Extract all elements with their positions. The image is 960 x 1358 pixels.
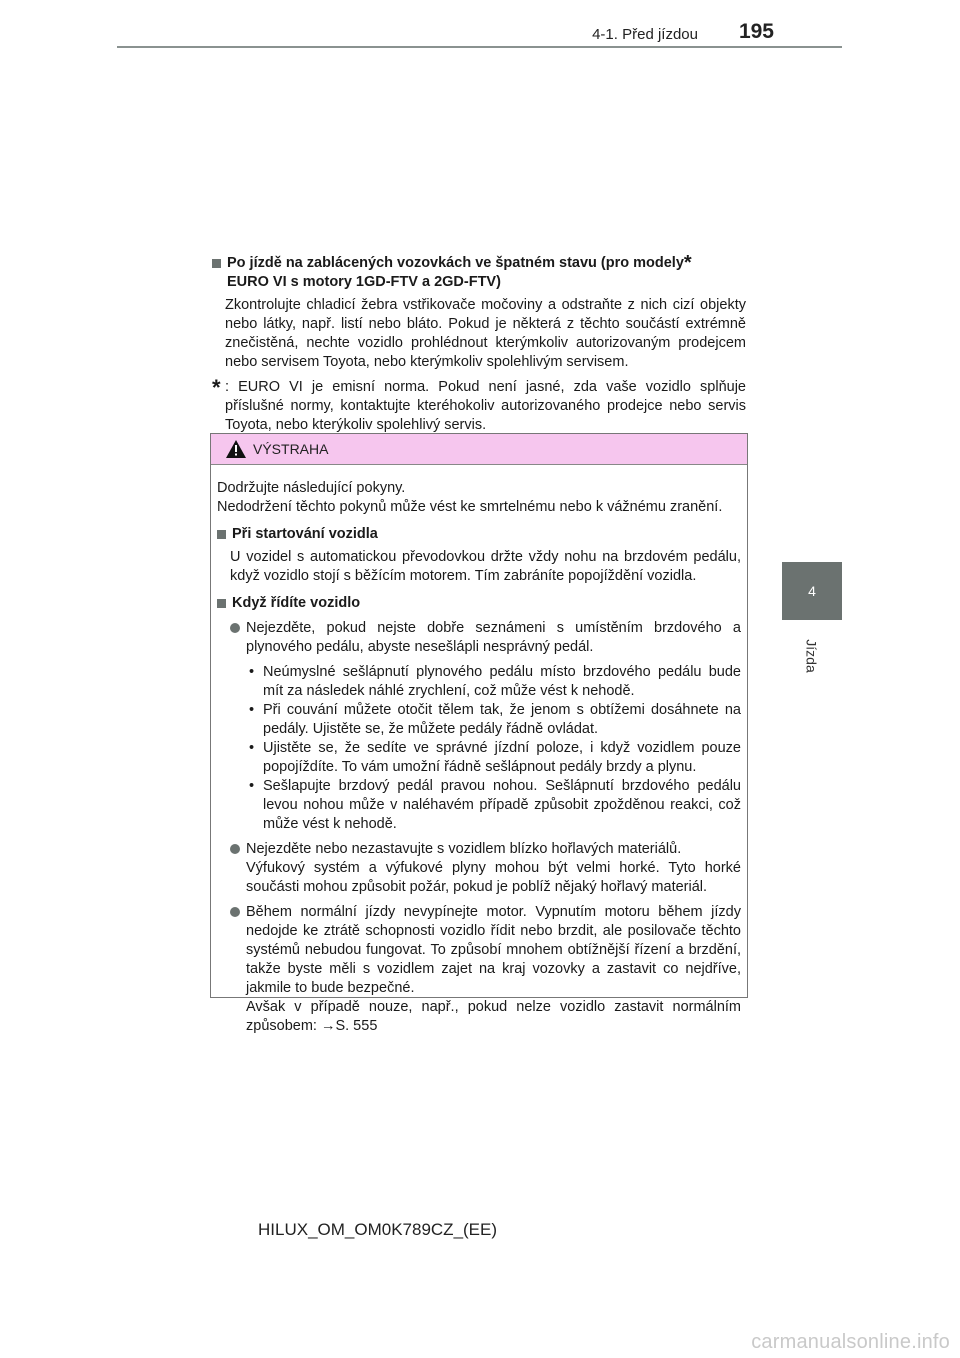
section-heading-driving (217, 594, 741, 613)
warning-title: VÝSTRAHA (253, 441, 329, 457)
page-number: 195 (738, 20, 774, 43)
footnote-star-marker: * (683, 252, 692, 274)
bullet-item (249, 663, 741, 701)
circle-bullet-icon (230, 907, 240, 917)
chapter-tab (782, 562, 842, 620)
list-item-text: Nejezděte, pokud nejste dobře seznámeni s umístěním brzdového a plynového pedálu, abyste nesešlápli nesprávný pedál. (246, 620, 741, 655)
warning-intro-line2: Nedodržení těchto pokynů může vést ke smrtelnému nebo k vážnému zranění. (217, 499, 723, 515)
document-code: HILUX_OM_OM0K789CZ_(EE) (258, 1220, 498, 1239)
chapter-label (782, 626, 842, 686)
bullet-item (249, 739, 741, 777)
section-heading-starting-text: Při startování vozidla (232, 526, 378, 542)
header-divider (117, 46, 842, 48)
warning-body (211, 465, 747, 1036)
footnote-star: * (212, 375, 221, 400)
bullet-item (249, 777, 741, 834)
bullet-item-text: Při couvání můžete otočit tělem tak, že jenom s obtížemi dosáhnete na pedály. Ujistěte se, že můžete pedály řádně ovládat. (263, 702, 741, 737)
intro-heading-text: Po jízdě na zablácených vozovkách ve špatném stavu (pro modely (227, 255, 684, 271)
watermark: carmanualsonline.info (751, 1331, 950, 1353)
intro-heading (212, 254, 746, 292)
list-item (217, 619, 741, 657)
bullet-list (249, 663, 741, 834)
circle-bullet-icon (230, 623, 240, 633)
bullet-item-text: Neúmyslné sešlápnutí plynového pedálu místo brzdového pedálu bude mít za následek náhlé zrychlení, což může vést k nehodě. (263, 664, 741, 699)
section-starting-text: U vozidel s automatickou převodovkou držte vždy nohu na brzdovém pedálu, když vozidlo stojí s běžícím motorem. Tím zabráníte popojíždění vozidla. (230, 549, 741, 584)
square-bullet-icon (212, 259, 221, 268)
list-item-text: Nejezděte nebo nezastavujte s vozidlem blízko hořlavých materiálů. (246, 841, 682, 857)
chapter-label-text: Jízda (804, 639, 820, 673)
bullet-item (249, 701, 741, 739)
bullet-mark: • (249, 664, 255, 680)
list-item-text: Avšak v případě nouze, např., pokud nelze vozidlo zastavit normálním způsobem: →S. 555 (246, 999, 741, 1034)
list-item (217, 840, 741, 897)
intro-section (212, 254, 746, 435)
square-bullet-icon (217, 530, 226, 539)
bullet-mark: • (249, 778, 255, 794)
warning-intro-line1: Dodržujte následující pokyny. (217, 480, 406, 496)
list-item (217, 903, 741, 1036)
section-title: 4-1. Před jízdou (592, 26, 698, 43)
circle-bullet-icon (230, 844, 240, 854)
warning-triangle-icon (225, 439, 247, 459)
footnote-text: : EURO VI je emisní norma. Pokud není jasné, zda vaše vozidlo splňuje příslušné normy, kontaktujte kteréhokoliv autorizovaného prodejce nebo servis Toyota, nebo kterýkoliv spolehlivý servis. (225, 379, 746, 433)
list-item-text: Během normální jízdy nevypínejte motor. Vypnutím motoru během jízdy nedojde ke ztrátě schopnosti vozidlo řídit nebo brzdit, ale posilovače těchto systémů nebudou fungovat. To způsobí mnohem obtížnější řízení a brzdění, takže byste měli s vozidlem zajet na kraj vozovky a zastavit co nejdříve, jakmile to bude bezpečné. (246, 904, 741, 996)
warning-box (210, 433, 748, 1034)
bullet-mark: • (249, 740, 255, 756)
section-heading-starting (217, 525, 741, 544)
intro-paragraph: Zkontrolujte chladicí žebra vstřikovače močoviny a odstraňte z nich cizí objekty nebo látky, např. listí nebo bláto. Pokud je některá z těchto součástí extrémně znečistěná, nechte vozidlo prohlédnout kterýmkoliv autorizovaným prodejcem nebo servisem Toyota, nebo kterýmkoliv spolehlivým servisem. (225, 297, 746, 370)
intro-heading-line2: EURO VI s motory 1GD-FTV a 2GD-FTV) (227, 274, 501, 290)
bullet-item-text: Sešlapujte brzdový pedál pravou nohou. Sešlápnutí brzdového pedálu levou nohou může v naléhavém případě způsobit zpožděnou reakci, což může vést k nehodě. (263, 778, 741, 832)
chapter-tab-number: 4 (808, 583, 816, 599)
warning-intro (217, 479, 741, 517)
square-bullet-icon (217, 599, 226, 608)
section-heading-driving-text: Když řídíte vozidlo (232, 595, 361, 611)
list-item-text: Výfukový systém a výfukové plyny mohou být velmi horké. Tyto horké součásti mohou způsobit požár, pokud je poblíž nějaký hořlavý materiál. (246, 860, 741, 895)
warning-header (211, 434, 747, 465)
footnote (212, 375, 746, 435)
bullet-mark: • (249, 702, 255, 718)
bullet-item-text: Ujistěte se, že sedíte ve správné jízdní poloze, i když vozidlem pouze popojíždíte. To vám umožní řádně sešlápnout pedály brzdy a plynu. (263, 740, 741, 775)
